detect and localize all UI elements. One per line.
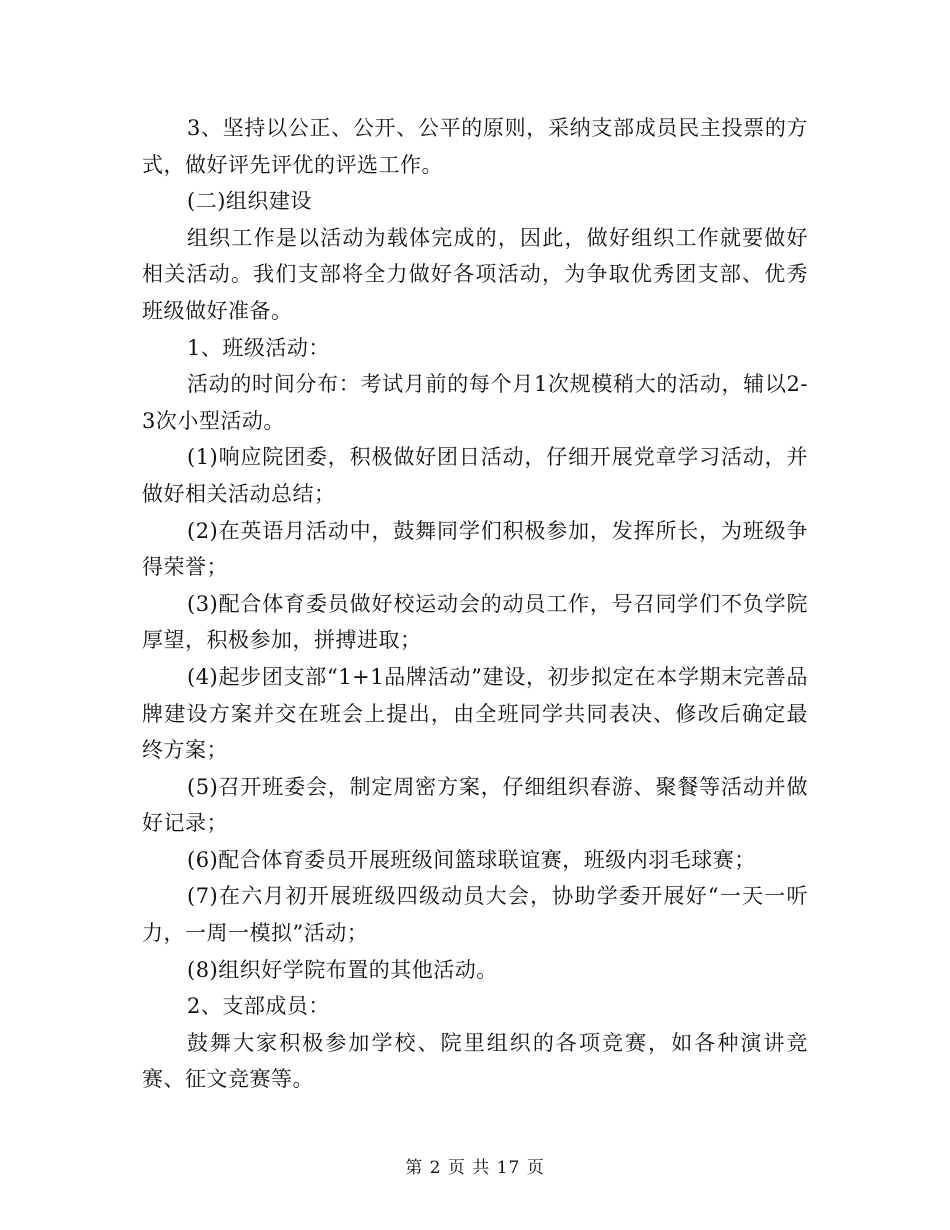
section-heading-organization: (二)组织建设 [187,189,312,214]
document-body [142,110,808,1098]
list-item-6: (6)配合体育委员开展班级间篮球联谊赛，班级内羽毛球赛； [187,847,756,872]
list-item-1: (1)响应院团委，积极做好团日活动，仔细开展党章学习活动，并做好相关活动总结； [142,445,808,506]
list-item-5: (5)召开班委会，制定周密方案，仔细组织春游、聚餐等活动并做好记录； [142,774,808,836]
subheading-branch-members: 2、支部成员： [187,994,330,1019]
paragraph-competitions: 鼓舞大家积极参加学校、院里组织的各项竞赛，如各种演讲竞赛、征文竞赛等。 [142,1030,808,1092]
list-item-2: (2)在英语月活动中，鼓舞同学们积极参加，发挥所长，为班级争得荣誉； [142,518,808,580]
paragraph-organization-intro: 组织工作是以活动为载体完成的，因此，做好组织工作就要做好相关活动。我们支部将全力做好各项活动，为争取优秀团支部、优秀班级做好准备。 [142,225,808,323]
paragraph-principle-3: 3、坚持以公正、公开、公平的原则，采纳支部成员民主投票的方式，做好评先评优的评选工作。 [142,116,808,177]
list-item-4: (4)起步团支部“1+1品牌活动”建设，初步拟定在本学期末完善品牌建设方案并交在班会上提出，由全班同学共同表决、修改后确定最终方案； [142,664,808,763]
list-item-7: (7)在六月初开展班级四级动员大会，协助学委开展好“一天一听力，一周一模拟”活动； [142,884,808,946]
list-item-3: (3)配合体育委员做好校运动会的动员工作，号召同学们不负学院厚望，积极参加，拼搏进取； [142,591,808,653]
page-number-footer: 第 2 页 共 17 页 [405,1158,545,1178]
list-item-8: (8)组织好学院布置的其他活动。 [187,957,498,982]
subheading-class-activities: 1、班级活动： [187,335,330,360]
paragraph-activity-schedule: 活动的时间分布：考试月前的每个月1次规模稍大的活动，辅以2-3次小型活动。 [142,372,808,433]
